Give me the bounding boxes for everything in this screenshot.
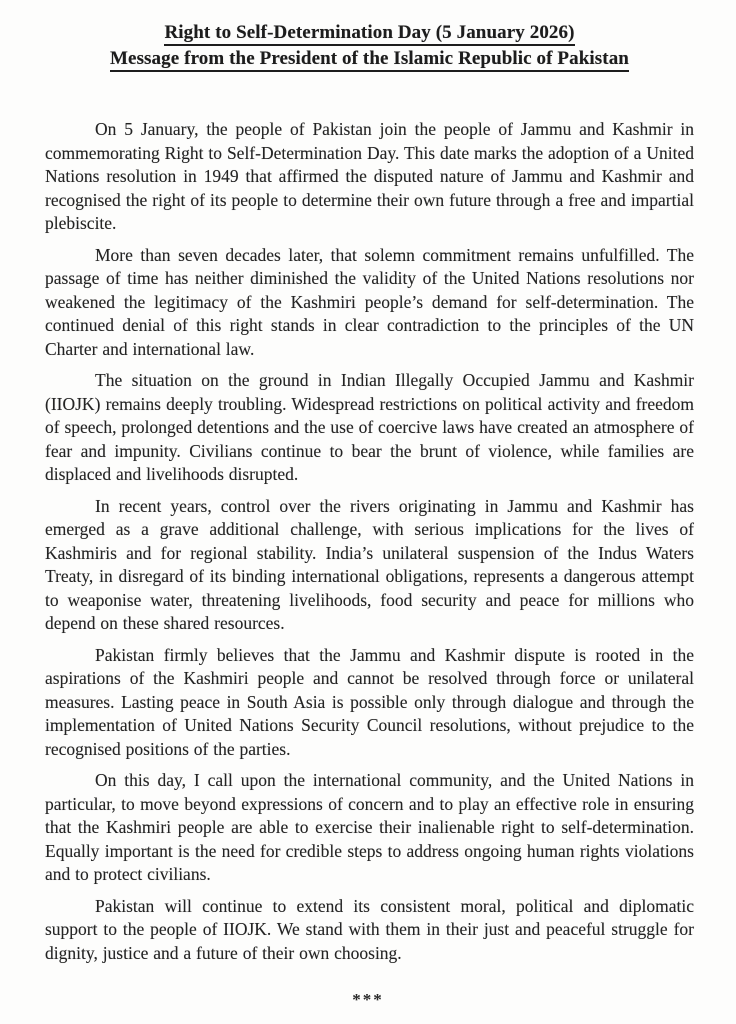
title-text-2: Message from the President of the Islamic Republic of Pakistan <box>110 48 629 72</box>
paragraph-2: More than seven decades later, that solemn commitment remains unfulfilled. The passage of time has neither diminished the validity of the United Nations resolutions nor weakened the legitimacy of the Kashmiri people’s demand for self-determination. The continued denial of this right stands in clear contradiction to the principles of the UN Charter and international law. <box>45 244 694 359</box>
paragraph-4: In recent years, control over the rivers originating in Jammu and Kashmir has emerged as a grave additional challenge, with serious implications for the lives of Kashmiris and for regional stability. India’s unilateral suspension of the Indus Waters Treaty, in disregard of its binding international obligations, represents a dangerous attempt to weaponise water, threatening livelihoods, food security and peace for millions who depend on these shared resources. <box>45 495 694 633</box>
paragraph-5: Pakistan firmly believes that the Jammu and Kashmir dispute is rooted in the aspirations of the Kashmiri people and cannot be resolved through force or unilateral measures. Lasting peace in South Asia is possible only through dialogue and through the implementation of United Nations Security Council resolutions, without prejudice to the recognised positions of the parties. <box>45 644 694 759</box>
document-body <box>45 118 694 965</box>
document-header <box>45 20 694 72</box>
paragraph-3: The situation on the ground in Indian Illegally Occupied Jammu and Kashmir (IIOJK) remains deeply troubling. Widespread restrictions on political activity and freedom of speech, prolonged detentions and the use of coercive laws have created an atmosphere of fear and impunity. Civilians continue to bear the brunt of violence, while families are displaced and livelihoods disrupted. <box>45 370 694 484</box>
document-title-line-2 <box>45 46 694 72</box>
title-text-1: Right to Self-Determination Day (5 January 2026) <box>164 22 574 46</box>
paragraph-7: Pakistan will continue to extend its consistent moral, political and diplomatic support to the people of IIOJK. We stand with them in their just and peaceful struggle for dignity, justice and a future of their own choosing. <box>45 895 694 963</box>
end-mark: *** <box>352 990 384 1009</box>
paragraph-6: On this day, I call upon the international community, and the United Nations in particular, to move beyond expressions of concern and to play an effective role in ensuring that the Kashmiri people are able to exercise their inalienable right to self-determination. Equally important is the need for credible steps to address ongoing human rights violations and to protect civilians. <box>45 770 694 884</box>
paragraph-1: On 5 January, the people of Pakistan join the people of Jammu and Kashmir in commemorating Right to Self-Determination Day. This date marks the adoption of a United Nations resolution in 1949 that affirmed the disputed nature of Jammu and Kashmir and recognised the right of its people to determine their own future through a free and impartial plebiscite. <box>45 119 694 233</box>
document-title-line-1 <box>45 20 694 46</box>
